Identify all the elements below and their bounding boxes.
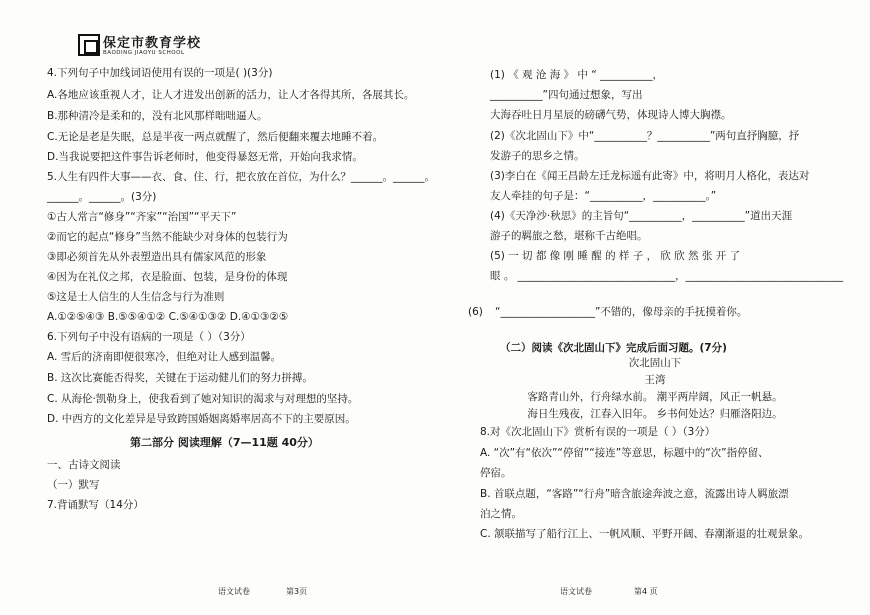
q5-options: A.①②⑤④③ B.⑤⑤④①② C.⑤④①③② D.④①③②⑤	[47, 311, 289, 323]
q7-6-label: (6)	[468, 306, 483, 318]
q7-5-line2: 眼 。 ______________________________，______________________________	[490, 270, 844, 282]
q4-stem: 4.下列句子中加线词语使用有误的一项是( )(3分)	[47, 67, 273, 79]
q7-1-line1: (1) 《 观 沧 海 》 中 “ __________，	[490, 69, 664, 81]
q7-3-line2: 友人牵挂的句子是：“__________，__________。”	[490, 190, 717, 202]
q7-stem: 7.背诵默写（14分）	[47, 499, 144, 511]
school-name: 保定市教育学校	[103, 36, 202, 51]
q5-item-5: ⑤这是士人信生的人生信念与行为准则	[47, 291, 225, 303]
q6-option-a: A. 雪后的济南即便很寒冷，但绝对让人感到温馨。	[47, 351, 282, 363]
q7-2-line2: 发游子的思乡之情。	[490, 150, 585, 162]
q7-5-line1: (5) 一 切 都 像 刚 睡 醒 的 样 子 ， 欣 欣 然 张 开 了	[490, 250, 741, 262]
right-page	[440, 0, 870, 615]
q5-item-4: ④因为在礼仪之邦，衣是脸面、包装，是身份的体现	[47, 271, 288, 283]
footer-page: 第4 页	[634, 587, 658, 596]
q4-option-c: C.无论是老是失眠，总是半夜一两点就醒了，然后便翻来覆去地睡不着。	[47, 131, 384, 143]
q7-2-line1: (2)《次北固山下》中“__________？__________”两句直抒胸臆，抒	[490, 130, 800, 142]
footer-page: 第3页	[286, 587, 308, 596]
q8-option-c: C. 颔联描写了船行江上、一帆风顺、平野开阔、春潮渐退的壮观景象。	[480, 528, 810, 540]
q4-option-a: A.各地应该重视人才，让人才进发出创新的活力，让人才各得其所，各展其长。	[47, 89, 415, 101]
q7-4-line1: (4)《天净沙·秋思》的主旨句“__________，__________”道出天涯	[490, 210, 793, 222]
q8-option-b-cont: 泊之情。	[480, 508, 522, 520]
poem-verse-1: 客路青山外，行舟绿水前。 潮平两岸阔，风正一帆悬。	[527, 391, 783, 403]
q7-1-line3: 大海吞吐日月星辰的磅礴气势，体现诗人博大胸襟。	[490, 109, 732, 121]
subsection-classical: 一、古诗文阅读	[47, 459, 121, 471]
q6-option-d: D. 中西方的文化差异是导致跨国婚姻离婚率居高不下的主要原因。	[47, 413, 356, 425]
footer-subject: 语文试卷	[218, 587, 250, 596]
footer-subject: 语文试卷	[560, 587, 592, 596]
reading-title: （二）阅读《次北固山下》完成后面习题。(7分)	[500, 342, 727, 354]
q6-option-c: C. 从海伦·凯勒身上，使我看到了她对知识的渴求与对理想的坚持。	[47, 393, 359, 405]
poem-title: 次北固山下	[628, 357, 682, 369]
q4-option-d: D.当我说要把这件事告诉老师时，他变得暴怒无常，开始向我求情。	[47, 151, 363, 163]
q5-item-2: ②而它的起点“修身”当然不能缺少对身体的包装行为	[47, 231, 288, 243]
q8-option-a-cont: 停宿。	[480, 467, 512, 479]
q5-stem-cont: ______。______。(3分)	[47, 191, 157, 203]
q5-stem: 5.人生有四件大事——衣、食、住、行，把衣放在首位，为什么？______。______。	[47, 171, 436, 183]
poem-author: 王湾	[644, 374, 666, 386]
school-name-en: BAODING JIAOYU SCHOOL	[103, 50, 185, 56]
q7-6-line: “__________________”不错的，像母亲的手抚摸着你。	[495, 306, 748, 318]
q7-3-line1: (3)李白在《闻王昌龄左迁龙标遥有此寄》中，将明月人格化，表达对	[490, 170, 810, 182]
q8-option-a: A. “次”有“依次”“停留”“接连”等意思，标题中的“次”指停留、	[480, 447, 769, 459]
q6-stem: 6.下列句子中没有语病的一项是（ ）（3分）	[47, 331, 251, 343]
subsection-dictation: （一）默写	[47, 479, 100, 491]
q5-item-3: ③即必须首先从外表塑造出具有儒家风范的形象	[47, 251, 267, 263]
q8-option-b: B. 首联点题，“客路”“行舟”暗含旅途奔波之意，流露出诗人羁旅漂	[480, 488, 789, 500]
q8-stem: 8.对《次北固山下》赏析有误的一项是（ ）（3分）	[480, 426, 716, 438]
school-logo-icon	[78, 34, 100, 56]
q6-option-b: B. 这次比赛能否得奖，关键在于运动健儿们的努力拼搏。	[47, 372, 313, 384]
poem-verse-2: 海日生残夜，江春入旧年。 乡书何处达？归雁洛阳边。	[527, 408, 783, 420]
q5-item-1: ①古人常言“修身”“齐家”“治国”“平天下”	[47, 211, 237, 223]
q4-option-b: B.那种清冷是柔和的，没有北风那样咄咄逼人。	[47, 110, 268, 122]
q7-4-line2: 游子的羁旅之愁，堪称千古绝唱。	[490, 230, 648, 242]
q7-1-line2: __________”四句通过想象，写出	[490, 89, 643, 101]
section-title: 第二部分 阅读理解（7—11题 40分）	[130, 436, 319, 449]
